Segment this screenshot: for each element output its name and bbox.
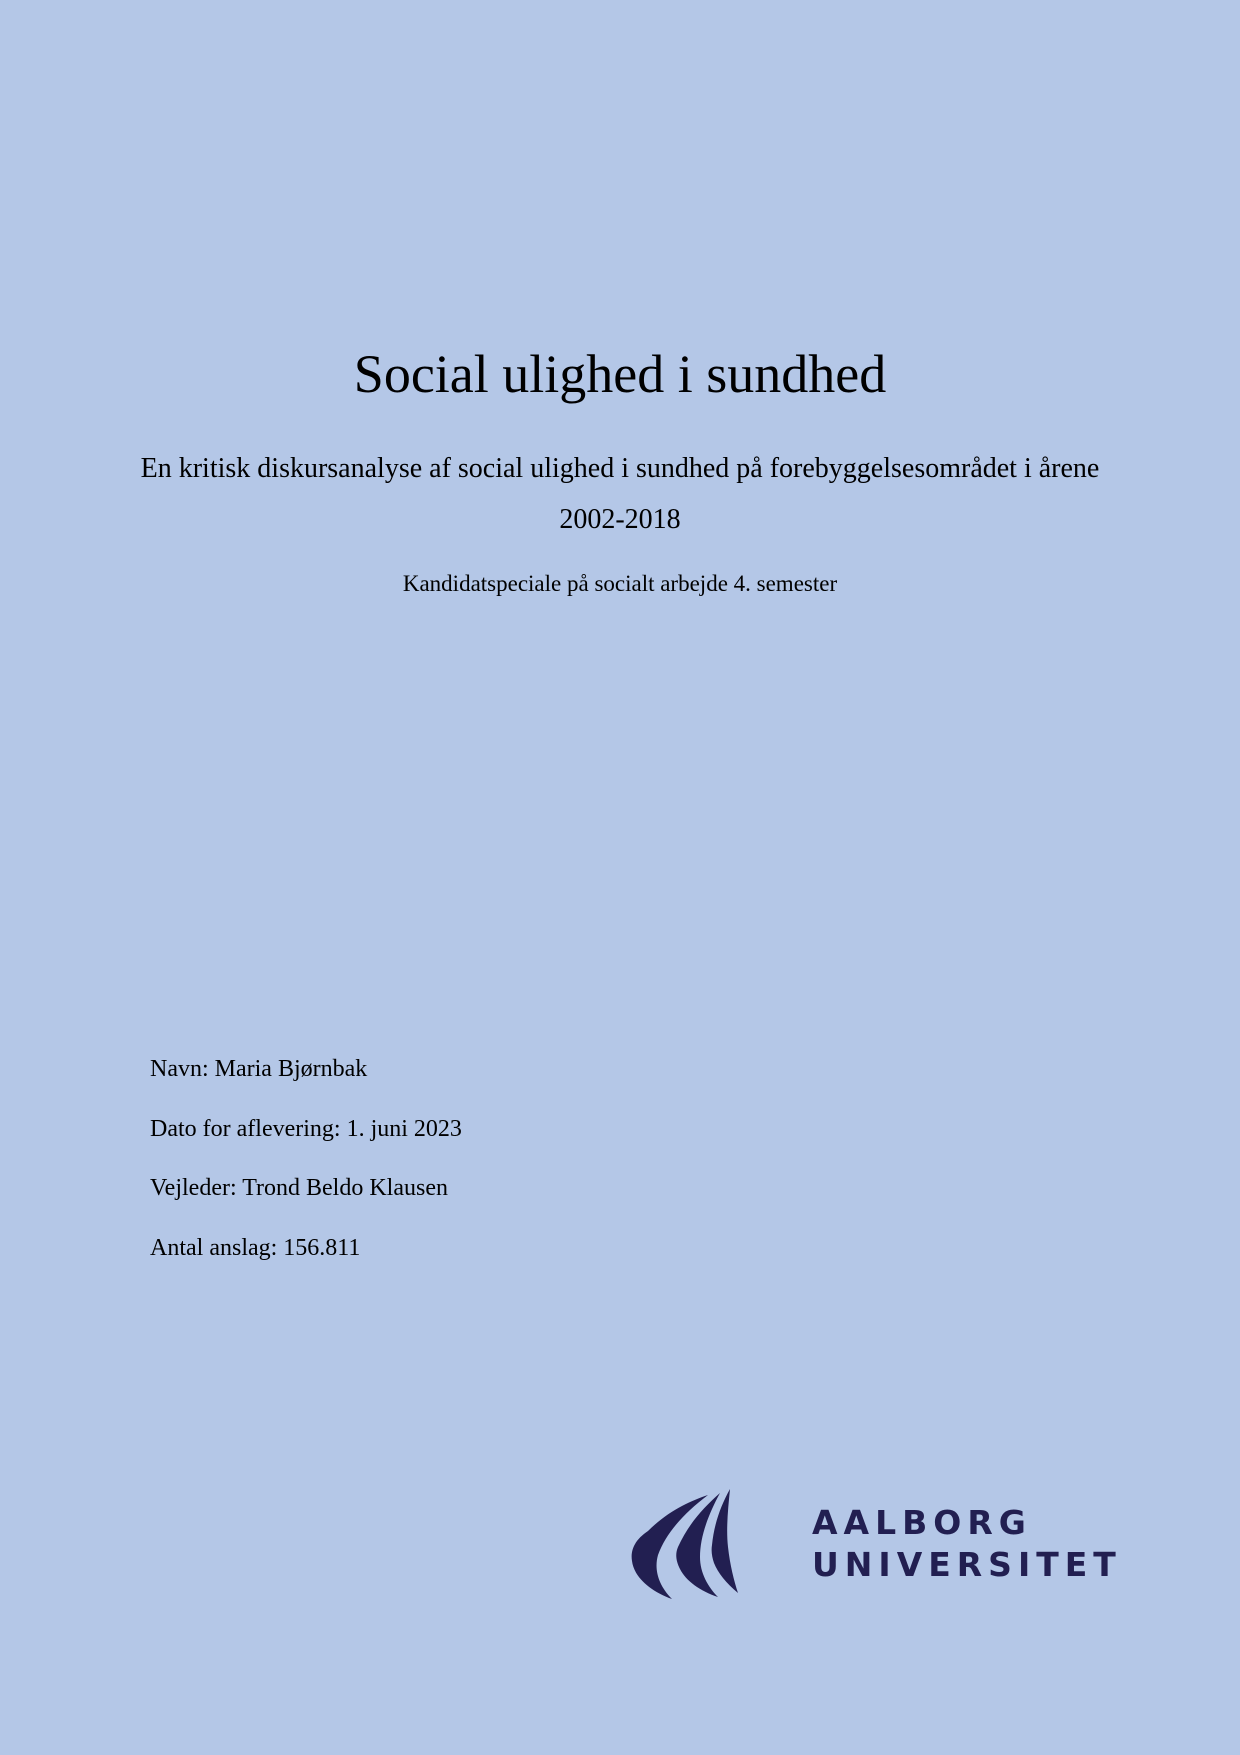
logo-line-2: UNIVERSITET bbox=[812, 1545, 1122, 1584]
author-details bbox=[150, 1051, 462, 1289]
submission-date: Dato for aflevering: 1. juni 2023 bbox=[150, 1115, 462, 1142]
document-subtitle: En kritisk diskursanalyse af social ulighed i sundhed på forebyggelsesområdet i årene 2002-2018 bbox=[140, 453, 1100, 535]
author-name: Navn: Maria Bjørnbak bbox=[150, 1056, 368, 1082]
aalborg-university-waves-icon bbox=[628, 1489, 740, 1605]
character-count: Antal anslag: 156.811 bbox=[150, 1234, 361, 1261]
university-logo bbox=[628, 1485, 1122, 1605]
logo-line-1: AALBORG bbox=[812, 1503, 1032, 1542]
document-title: Social ulighed i sundhed bbox=[353, 344, 887, 404]
degree-line: Kandidatspeciale på socialt arbejde 4. semester bbox=[402, 571, 838, 596]
logo-wordmark bbox=[812, 1502, 1122, 1586]
supervisor: Vejleder: Trond Beldo Klausen bbox=[150, 1175, 448, 1201]
